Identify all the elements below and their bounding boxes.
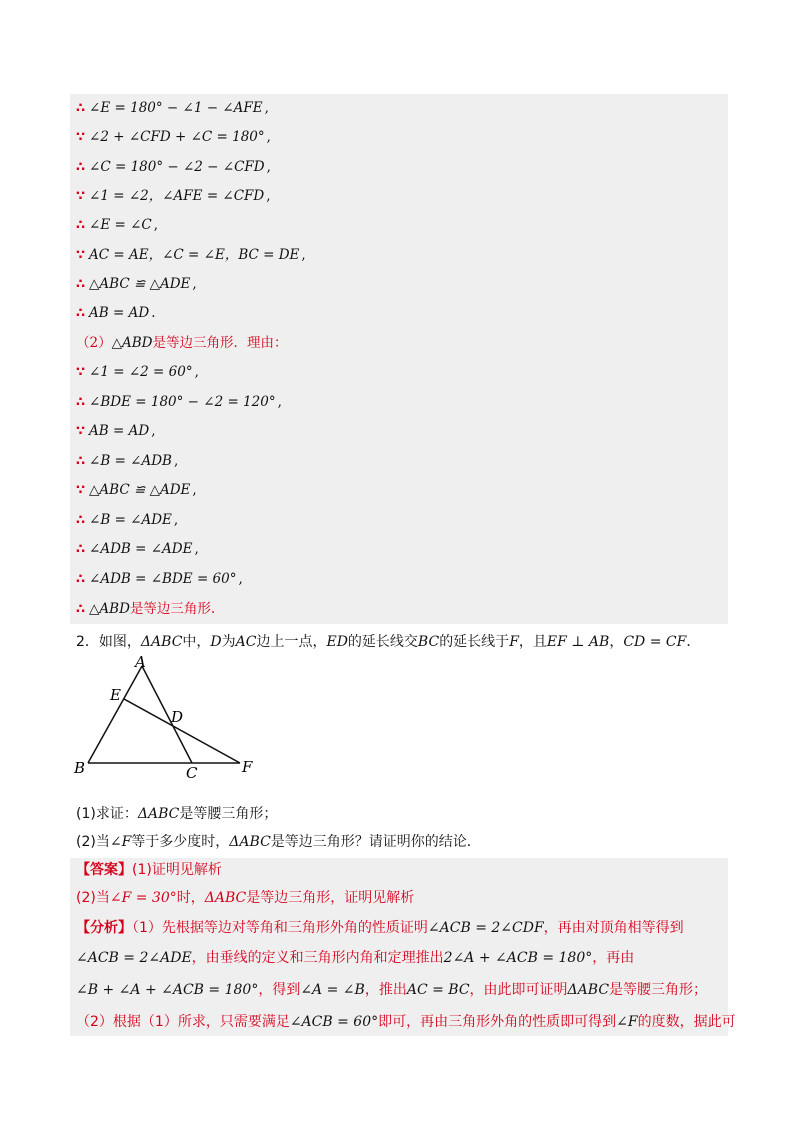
sub1-text: 是等腰三角形； xyxy=(179,806,278,822)
part2-text: 是等边三角形．理由： xyxy=(152,335,288,351)
q2-text: 的延长线交 xyxy=(347,634,418,650)
answer-triangle: ΔABC xyxy=(204,890,247,906)
therefore-symbol: ∴ xyxy=(76,218,86,234)
part2-triangle: △ABD xyxy=(111,335,153,351)
label-a: A xyxy=(135,653,146,671)
proof-step xyxy=(76,128,271,147)
analysis-text: 的度数，据此可 xyxy=(637,1014,736,1030)
proof-punctuation: , xyxy=(194,364,199,380)
analysis-text: ，再由对顶角相等得到 xyxy=(543,920,684,936)
q2-segment-ed: ED xyxy=(326,634,348,650)
analysis-line-3 xyxy=(76,980,707,1000)
analysis-text: ，得到 xyxy=(258,982,301,998)
analysis-text: ，由此即可证明 xyxy=(469,982,568,998)
subquestion-2 xyxy=(76,832,481,852)
part2-prefix: （2） xyxy=(76,335,112,351)
q2-triangle: ΔABC xyxy=(140,634,183,650)
q2-text: ． xyxy=(686,634,701,650)
sub2-text: 是等边三角形？请证明你的结论． xyxy=(270,834,481,850)
answer-label: 【答案】 xyxy=(76,862,132,878)
proof-punctuation: , xyxy=(277,393,282,410)
proof-punctuation: , xyxy=(266,129,271,146)
analysis-math: ∠ACB = 60° xyxy=(289,1014,379,1030)
analysis-math: ΔABC xyxy=(567,982,610,998)
analysis-math: ∠ACB = 2∠CDF xyxy=(427,920,544,936)
proof-expression: ∠B = ∠ADB xyxy=(89,452,172,469)
sub2-triangle: ΔABC xyxy=(229,834,271,850)
label-b: B xyxy=(74,759,86,777)
proof-punctuation: , xyxy=(238,570,243,587)
proof-expression: ∠ADB = ∠BDE = 60° xyxy=(89,570,237,587)
proof-expression: ∠C = 180° − ∠2 − ∠CFD xyxy=(89,158,265,175)
proof-step xyxy=(76,304,155,323)
proof-expression: AB = AD xyxy=(89,423,150,439)
segment-ab xyxy=(88,666,142,763)
proof2-conclusion xyxy=(76,600,215,619)
proof-step xyxy=(76,511,178,530)
sub1-triangle: ΔABC xyxy=(137,806,180,822)
part2-header xyxy=(76,334,287,352)
sub2-text: 等于多少度时， xyxy=(131,834,230,850)
analysis-line-2 xyxy=(76,948,634,968)
because-symbol: ∵ xyxy=(76,247,86,263)
proof-step xyxy=(76,187,271,206)
q2-text: 边上一点， xyxy=(256,634,327,650)
geometry-figure xyxy=(70,650,270,785)
therefore-symbol: ∴ xyxy=(76,394,86,410)
q2-perpendicular: EF ⊥ AB xyxy=(546,634,610,650)
therefore-symbol: ∴ xyxy=(76,542,86,557)
proof-punctuation: , xyxy=(192,482,197,498)
q2-point-d: D xyxy=(210,634,222,650)
proof-punctuation: , xyxy=(173,452,179,469)
segment-ac xyxy=(142,666,192,763)
q2-segment-ac: AC xyxy=(235,634,257,650)
analysis-line-4 xyxy=(76,1012,736,1032)
proof-punctuation: , xyxy=(192,275,197,292)
proof-punctuation: , xyxy=(153,217,159,234)
analysis-text: （1）先根据等边对等角和三角形外角的性质证明 xyxy=(132,920,428,936)
therefore-symbol: ∴ xyxy=(76,453,86,469)
q2-text: 中， xyxy=(182,634,211,650)
analysis-math: ∠A = ∠B xyxy=(300,982,365,998)
proof-expression: ∠BDE = 180° − ∠2 = 120° xyxy=(89,393,276,410)
proof-step xyxy=(76,422,155,441)
proof-step xyxy=(76,452,178,471)
proof-step xyxy=(76,158,271,177)
label-d: D xyxy=(171,708,184,726)
proof-expression: ∠2 + ∠CFD + ∠C = 180° xyxy=(89,129,265,146)
q2-text: ， xyxy=(609,634,624,650)
proof-expression: ∠E = ∠C xyxy=(89,217,152,234)
because-symbol: ∵ xyxy=(76,483,86,498)
analysis-math: AC = BC xyxy=(406,982,470,998)
q2-segment-bc: BC xyxy=(417,634,440,650)
proof-expression: AC = AE，∠C = ∠E，BC = DE xyxy=(89,246,300,263)
analysis-text: ，再由 xyxy=(592,950,635,966)
answer-text: 时， xyxy=(176,890,205,906)
sub1-text: (1)求证： xyxy=(76,806,138,822)
answer-shade xyxy=(70,858,728,1036)
proof-punctuation: , xyxy=(151,423,156,439)
therefore-symbol: ∴ xyxy=(76,602,86,617)
analysis-line-1 xyxy=(76,918,684,938)
conclusion-triangle: △ABD xyxy=(89,601,130,617)
analysis-text: ，推出 xyxy=(364,982,407,998)
proof-expression: △ABC ≌ △ADE xyxy=(89,482,191,498)
q2-text: 的延长线于 xyxy=(439,634,510,650)
analysis-math: 2∠A + ∠ACB = 180° xyxy=(443,950,593,966)
analysis-text: 是等腰三角形； xyxy=(609,982,708,998)
label-e: E xyxy=(110,686,121,704)
q2-text: 为 xyxy=(221,634,236,650)
proof-expression: ∠B = ∠ADE xyxy=(89,511,172,528)
q2-number: 2．如图， xyxy=(76,634,141,650)
therefore-symbol: ∴ xyxy=(76,101,86,116)
analysis-math: ∠B + ∠A + ∠ACB = 180° xyxy=(76,982,259,998)
proof-punctuation: , xyxy=(194,541,199,557)
proof-punctuation: , xyxy=(266,187,271,204)
because-symbol: ∵ xyxy=(76,130,86,146)
sub2-text: (2)当 xyxy=(76,834,110,850)
therefore-symbol: ∴ xyxy=(76,276,86,292)
answer-text: (2)当 xyxy=(76,890,110,906)
answer-text: (1)证明见解析 xyxy=(132,862,222,878)
answer-line-2 xyxy=(76,888,414,908)
conclusion-text: 是等边三角形. xyxy=(129,601,216,617)
analysis-math: ∠F xyxy=(616,1014,638,1030)
proof-punctuation: , xyxy=(173,511,179,528)
because-symbol: ∵ xyxy=(76,365,86,380)
label-c: C xyxy=(186,764,198,782)
proof-expression: ∠1 = ∠2，∠AFE = ∠CFD xyxy=(89,187,265,204)
question-2 xyxy=(76,632,700,652)
because-symbol: ∵ xyxy=(76,424,86,439)
sub2-angle: ∠F xyxy=(109,834,132,850)
proof-step xyxy=(76,246,306,265)
proof-step xyxy=(76,393,282,412)
label-f: F xyxy=(242,758,253,776)
proof-punctuation: , xyxy=(264,100,269,116)
q2-point-f: F xyxy=(509,634,519,650)
q2-equality: CD = CF xyxy=(623,634,687,650)
analysis-label: 【分析】 xyxy=(76,920,132,936)
proof-step xyxy=(76,363,199,382)
analysis-text: （2）根据（1）所求，只需要满足 xyxy=(76,1014,290,1030)
proof-step xyxy=(76,275,197,294)
because-symbol: ∵ xyxy=(76,188,86,204)
subquestion-1 xyxy=(76,804,277,824)
proof-expression: ∠E = 180° − ∠1 − ∠AFE xyxy=(89,100,263,116)
proof-step xyxy=(76,481,197,500)
therefore-symbol: ∴ xyxy=(76,159,86,175)
analysis-text: 即可，再由三角形外角的性质即可得到 xyxy=(378,1014,617,1030)
answer-angle: ∠F = 30° xyxy=(109,890,177,906)
proof-expression: △ABC ≌ △ADE xyxy=(89,275,191,292)
proof-step xyxy=(76,99,269,118)
therefore-symbol: ∴ xyxy=(76,306,86,322)
proof-expression: ∠ADB = ∠ADE xyxy=(89,541,193,557)
proof-step xyxy=(76,570,243,589)
therefore-symbol: ∴ xyxy=(76,512,86,528)
analysis-math: ∠ACB = 2∠ADE xyxy=(76,950,192,966)
proof-step xyxy=(76,540,199,559)
therefore-symbol: ∴ xyxy=(76,571,86,587)
proof-punctuation: , xyxy=(301,246,306,263)
proof-expression: ∠1 = ∠2 = 60° xyxy=(89,364,193,380)
q2-text: ，且 xyxy=(518,634,547,650)
proof-punctuation: . xyxy=(151,305,156,322)
proof-punctuation: , xyxy=(266,158,271,175)
proof-expression: AB = AD xyxy=(89,305,150,322)
answer-line-1 xyxy=(76,860,222,880)
analysis-text: ，由垂线的定义和三角形内角和定理推出 xyxy=(191,950,444,966)
proof-step xyxy=(76,216,158,235)
answer-text: 是等边三角形，证明见解析 xyxy=(246,890,415,906)
